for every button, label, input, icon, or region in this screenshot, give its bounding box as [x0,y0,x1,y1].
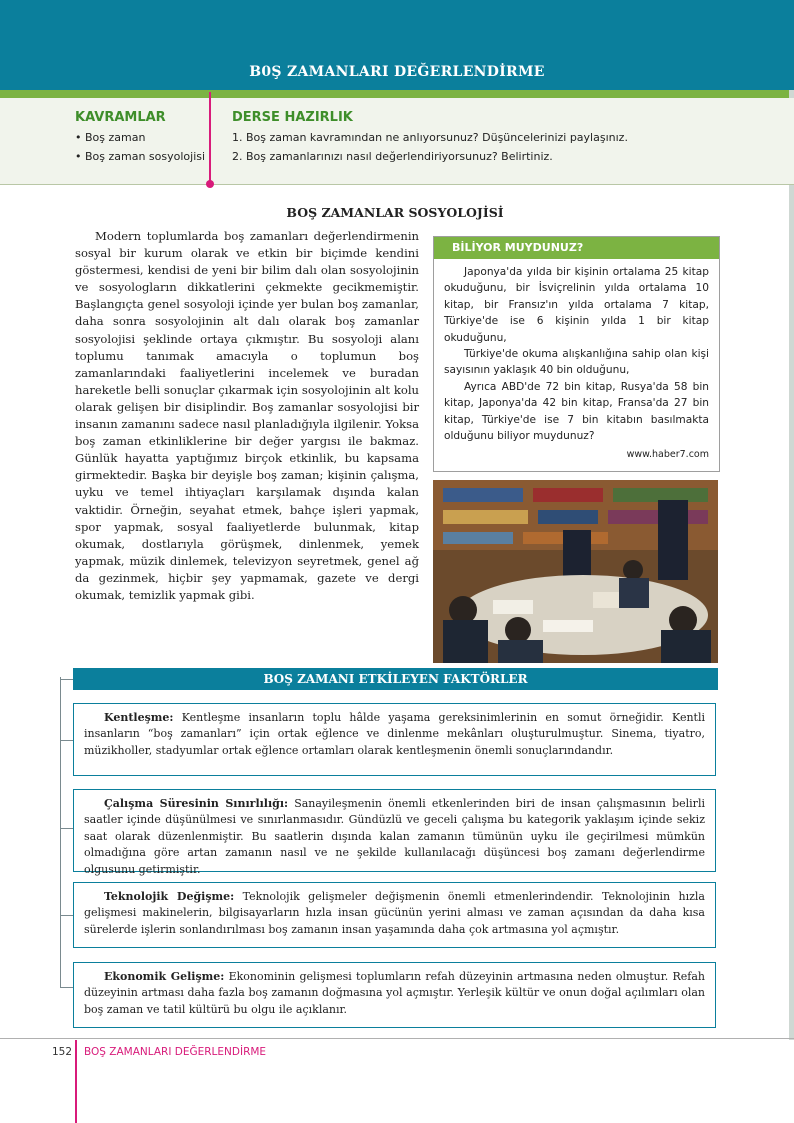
factor-box-teknolojik [73,882,716,948]
derse-hazirlik-title: DERSE HAZIRLIK [232,110,353,125]
factor-box-calisma [73,789,716,876]
kavram-item: • Boş zaman [75,131,146,144]
page-number: 152 [52,1046,73,1058]
did-you-know-paragraph: Ayrıca ABD'de 72 bin kitap, Rusya'da 58 bin kitap, Japonya'da 42 bin kitap, Fransa'da 27 bin kitap, Türkiye'de ise 7 bin kitabın basılmakta olduğunu biliyor muydunuz? [444,380,709,443]
bracket-connector [60,987,73,988]
factor-text: Sanayileşmenin önemli etkenlerinden biri de insan çalışmasının belirli saatler içinde düşünülmesi ve sınırlanmasıdır. Gündüzlü ve geceli çalışma bu kategorik yaklaşım içinde sekiz saat olarak düzenlenmiştir. Bu saatlerin dışında kalan zamanın tümünün uyku ile geçirilmesi mümkün olmadığına göre artan zamanın nasıl ve ne şekilde kullanılacağı düşüncesi boş zamanı değerlendirme olgusunu getirmiştir. [84,797,705,876]
body-text [75,228,419,604]
factor-label: Kentleşme: [104,711,174,724]
page-edge [789,90,794,1040]
bracket-connector [60,679,73,680]
factor-text: Ekonominin gelişmesi toplumların refah düzeyinin artmasına neden olmuştur. Refah düzeyinin artması daha fazla boş zamanın doğmasına yol açmıştır. Yerleşik kültür ve onun doğal açılımları olan boş zaman ve tatil kültürü bu olgu ile açıklanır. [84,970,705,1016]
classroom-photo [433,480,718,663]
kavram-item: • Boş zaman sosyolojisi [75,150,206,163]
factor-label: Ekonomik Gelişme: [104,970,225,983]
did-you-know-paragraph: Türkiye'de okuma alışkanlığına sahip olan kişi sayısının yaklaşık 40 bin olduğunu, [444,348,709,377]
bracket-connector [60,915,73,916]
bracket-connector [60,828,73,829]
derse-item: 1. Boş zaman kavramından ne anlıyorsunuz? Düşüncelerinizi paylaşınız. [232,131,628,144]
factors-bracket [60,677,61,987]
factor-label: Teknolojik Değişme: [104,890,235,903]
chapter-title: B0Ş ZAMANLARI DEĞERLENDİRME [249,64,545,80]
did-you-know-box [433,236,720,472]
derse-item: 2. Boş zamanlarınızı nasıl değerlendiriyorsunuz? Belirtiniz. [232,150,553,163]
kavramlar-title: KAVRAMLAR [75,110,166,125]
header-green-bar [0,90,794,98]
factor-text: Kentleşme insanların toplu hâlde yaşama gereksinimlerinin en somut örneğidir. Kentli insanların “boş zamanları” için ortak eğlence ve dinlenme mekânları oluşturulmuştur. Sinema, tiyatro, müzikholler, stadyumlar ortak eğlence ortamları olarak kentleşmenin önemli sonuçlarındandır. [84,711,705,757]
factor-box-kentlesme [73,703,716,776]
body-paragraph: Modern toplumlarda boş zamanları değerlendirmenin sosyal bir kurum olarak ve etkin bir biçimde kendini göstermesi, kendisi de yeni bir bilim dalı olan sosyolojinin ve sosyologların dikkatlerini çekmekte gecikmemiştir. Başlangıçta genel sosyoloji içinde yer bulan boş zamanlar, daha sonra sosyolojinin alt dalı olarak boş zamanlar sosyolojisi şeklinde ortaya çıkmıştır. Bu sosyoloji alanı toplumu tanımak amacıyla o toplumun boş zamanlarındaki faaliyetlerini incelemek ve buradan hareketle belli sonuçlar çıkarmak için sosyolojinin alt kolu olarak gelişen bir disiplindir. Boş zamanlar sosyolojisi bir insanın zamanını sadece nasıl planladığıyla ilgilenir. Yoksa boş zaman etkinliklerine bir değer yargısı ile bakmaz. Günlük hayatta yaptığımız birçok etkinlik, bu kapsama girmektedir. Başka bir deyişle boş zaman; kişinin çalışma, uyku ve temel ihtiyaçları karşılamak dışında kalan vaktidir. Örneğin, seyahat etmek, bahçe işleri yapmak, spor yapmak, sosyal faaliyetlerde bulunmak, kitap okumak, dostlarıyla görüşmek, dinlenmek, yemek yapmak, müzik dinlemek, televizyon seyretmek, genel ağ da gezinmek, hiçbir şey yapmamak, gazete ve dergi okumak, temizlik yapmak gibi. [75,229,419,602]
factor-box-ekonomik [73,962,716,1028]
did-you-know-source: www.haber7.com [626,449,709,461]
footer-divider [75,1040,77,1123]
section-title: BOŞ ZAMANLAR SOSYOLOJİSİ [286,205,504,220]
factor-text: Teknolojik gelişmeler değişmenin önemli etmenlerindendir. Teknolojinin hızla gelişmesi makinelerin, bilgisayarların hızla insan gücünün yerini alması ve zaman açısından da daha kısa sürelerde işlerin sonlandırılması boş zamanın insan yaşamında daha çok artmasına yol açmıştır. [84,890,705,936]
footer-title: BOŞ ZAMANLARI DEĞERLENDİRME [84,1046,267,1058]
did-you-know-title: BİLİYOR MUYDUNUZ? [434,237,719,259]
footer-line [0,1038,794,1039]
factors-title: BOŞ ZAMANI ETKİLEYEN FAKTÖRLER [73,668,718,690]
bracket-connector [60,740,73,741]
factor-label: Çalışma Süresinin Sınırlılığı: [104,797,289,810]
divider-dot [206,180,214,188]
divider-line [209,92,211,184]
did-you-know-paragraph: Japonya'da yılda bir kişinin ortalama 25 kitap okuduğunu, bir İsviçrelinin yılda ortalama 10 kitap, bir Fransız'ın yılda ortalama 7 kitap, Türkiye'de ise 6 kişinin yılda 1 bir kitap okuduğunu, [444,266,709,344]
